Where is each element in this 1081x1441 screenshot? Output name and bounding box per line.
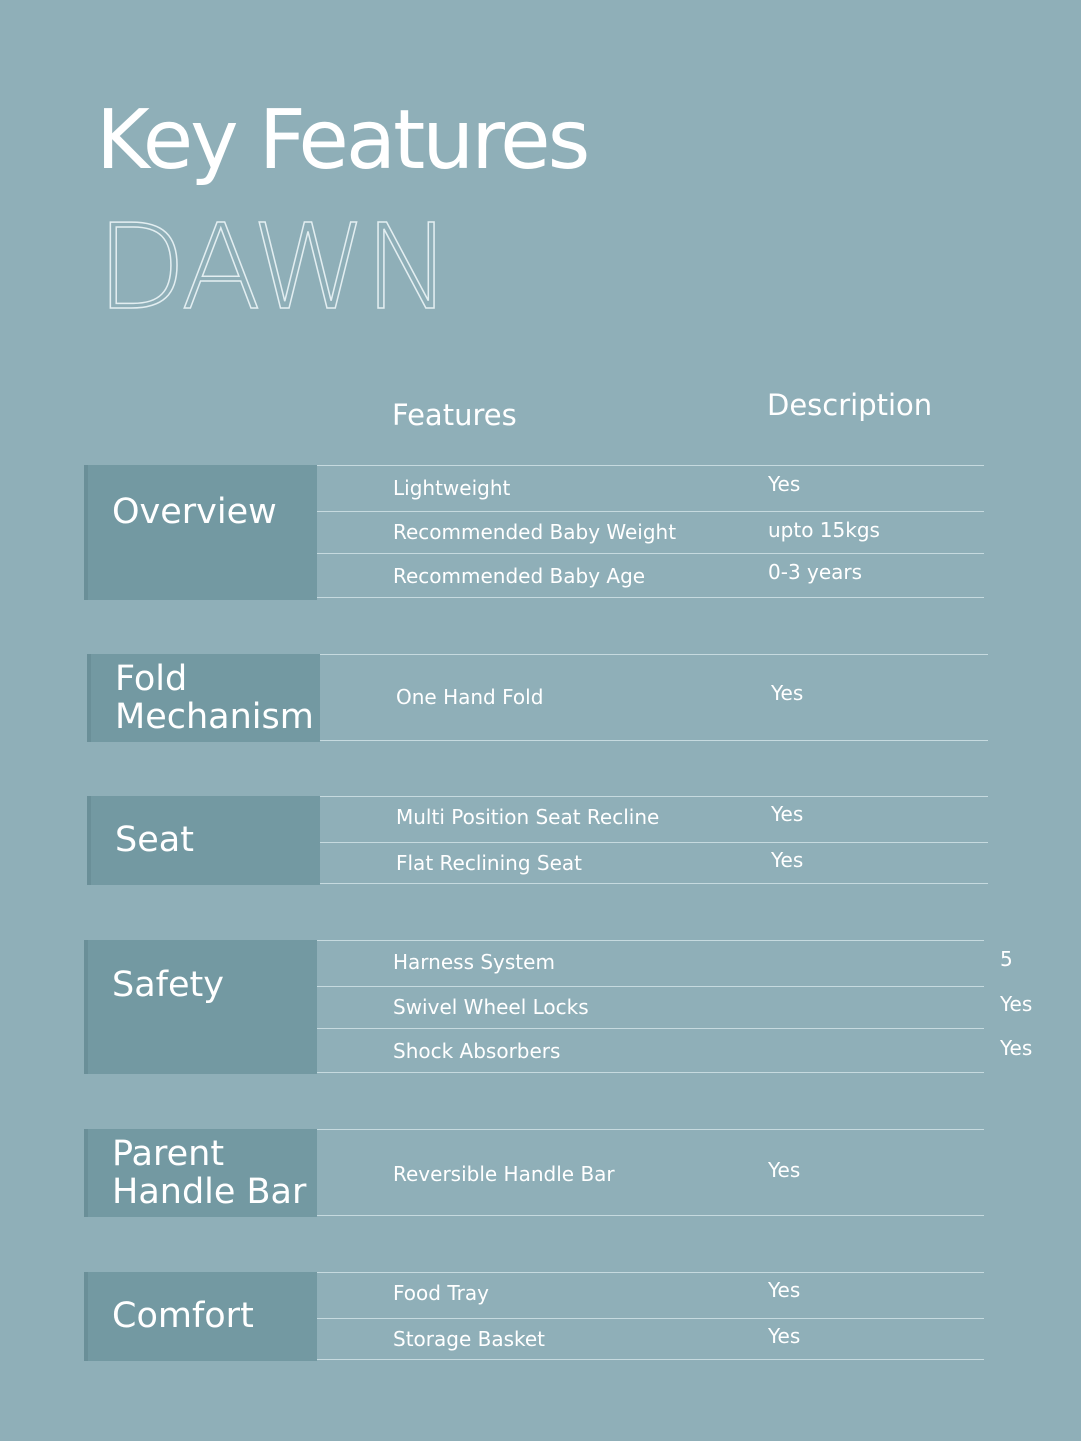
section-safety [84,940,1033,1074]
section-comfort [84,1272,984,1361]
section-label: Fold Mechanism [87,654,320,742]
product-name: DAWN [96,198,449,336]
feature-name: Recommended Baby Weight [393,520,677,544]
feature-value: Yes [768,1278,801,1302]
section-rows [320,796,988,885]
section-rows [317,465,984,600]
feature-name: Flat Reclining Seat [396,851,582,875]
section-fold-mechanism [87,654,988,742]
section-rows [320,654,988,742]
feature-name: Lightweight [393,476,511,500]
section-rows [317,1129,984,1217]
table-row [317,1028,1033,1073]
feature-value: Yes [771,848,804,872]
table-row [320,654,988,741]
feature-value: Yes [768,472,801,496]
feature-value: upto 15kgs [768,518,880,542]
feature-name: Swivel Wheel Locks [393,995,589,1019]
table-row [317,1318,984,1360]
page-title: Key Features [96,93,588,188]
feature-name: Harness System [393,950,555,974]
section-label: Seat [87,796,320,885]
table-row [317,1272,984,1318]
feature-value: Yes [1000,1036,1033,1060]
feature-name: Multi Position Seat Recline [396,805,660,829]
feature-name: Food Tray [393,1281,489,1305]
feature-name: One Hand Fold [396,685,544,709]
table-row [320,842,988,884]
feature-value: Yes [768,1324,801,1348]
table-row [317,1129,984,1216]
table-row [317,940,1013,986]
feature-name: Shock Absorbers [393,1039,561,1063]
feature-value: Yes [771,802,804,826]
section-rows [317,940,1033,1074]
section-label: Safety [84,940,317,1074]
section-label: Comfort [84,1272,317,1361]
feature-value: Yes [1000,992,1033,1016]
feature-name: Recommended Baby Age [393,564,646,588]
section-rows [317,1272,984,1361]
feature-value: 5 [1000,947,1013,971]
table-row [317,986,1033,1028]
feature-name: Reversible Handle Bar [393,1162,615,1186]
section-label: Overview [84,465,317,600]
features-column-header: Features [392,398,517,432]
table-row [317,553,984,598]
feature-value: 0-3 years [768,560,863,584]
feature-value: Yes [771,681,804,705]
section-parent-handle-bar [84,1129,984,1217]
feature-value: Yes [768,1158,801,1182]
table-row [317,465,984,511]
table-row [320,796,988,842]
section-label: Parent Handle Bar [84,1129,317,1217]
feature-name: Storage Basket [393,1327,546,1351]
description-column-header: Description [767,388,933,422]
section-overview [84,465,984,600]
section-seat [87,796,988,885]
table-row [317,511,984,553]
